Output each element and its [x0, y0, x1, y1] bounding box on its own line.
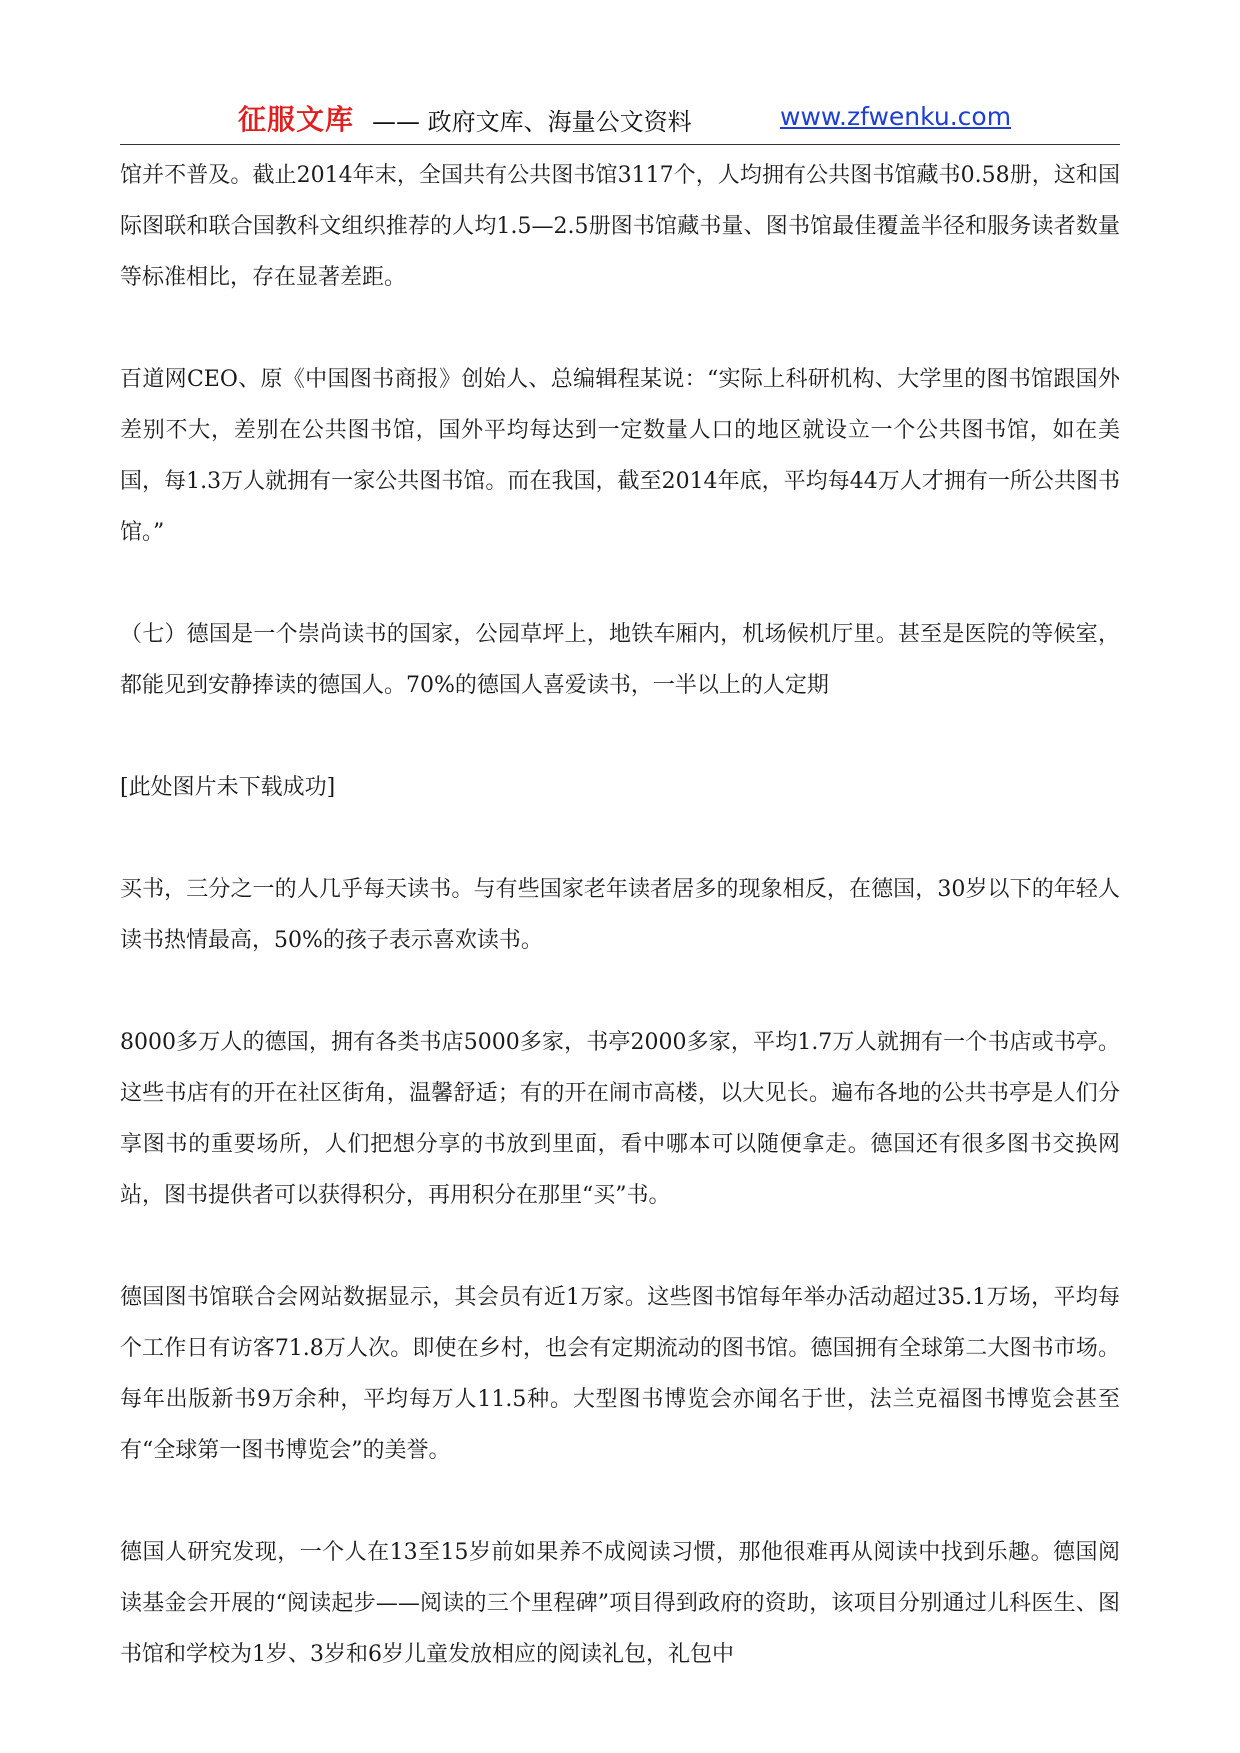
- image-placeholder-text: [此处图片未下载成功]: [120, 775, 336, 800]
- document-body: [120, 150, 1120, 1680]
- paragraph: 买书，三分之一的人几乎每天读书。与有些国家老年读者居多的现象相反，在德国，30岁以下的年轻人读书热情最高，50%的孩子表示喜欢读书。: [120, 877, 1120, 953]
- paragraph: 馆并不普及。截止2014年末，全国共有公共图书馆3117个，人均拥有公共图书馆藏书0.58册，这和国际图联和联合国教科文组织推荐的人均1.5—2.5册图书馆藏书量、图书馆最佳覆盖半径和服务读者数量等标准相比，存在显著差距。: [120, 163, 1120, 290]
- page-header: [120, 92, 1120, 145]
- paragraph: 8000多万人的德国，拥有各类书店5000多家，书亭2000多家，平均1.7万人就拥有一个书店或书亭。这些书店有的开在社区街角，温馨舒适；有的开在闹市高楼，以大见长。遍布各地的公共书亭是人们分享图书的重要场所，人们把想分享的书放到里面，看中哪本可以随便拿走。德国还有很多图书交换网站，图书提供者可以获得积分，再用积分在那里“买”书。: [120, 1030, 1120, 1208]
- brand-logo: 征服文库: [238, 103, 355, 136]
- paragraph: 百道网CEO、原《中国图书商报》创始人、总编辑程某说：“实际上科研机构、大学里的图书馆跟国外差别不大，差别在公共图书馆，国外平均每达到一定数量人口的地区就设立一个公共图书馆，如在美国，每1.3万人就拥有一家公共图书馆。而在我国，截至2014年底，平均每44万人才拥有一所公共图书馆。”: [120, 367, 1120, 545]
- paragraph: 德国图书馆联合会网站数据显示，其会员有近1万家。这些图书馆每年举办活动超过35.1万场，平均每个工作日有访客71.8万人次。即使在乡村，也会有定期流动的图书馆。德国拥有全球第二大图书市场。每年出版新书9万余种，平均每万人11.5种。大型图书博览会亦闻名于世，法兰克福图书博览会甚至有“全球第一图书博览会”的美誉。: [120, 1285, 1120, 1463]
- paragraph: 德国人研究发现，一个人在13至15岁前如果养不成阅读习惯，那他很难再从阅读中找到乐趣。德国阅读基金会开展的“阅读起步——阅读的三个里程碑”项目得到政府的资助，该项目分别通过儿科医生、图书馆和学校为1岁、3岁和6岁儿童发放相应的阅读礼包，礼包中: [120, 1540, 1120, 1667]
- header-tagline: —— 政府文库、海量公文资料: [372, 108, 692, 136]
- site-url-link[interactable]: www.zfwenku.com: [780, 102, 1012, 131]
- paragraph: （七）德国是一个崇尚读书的国家，公园草坪上，地铁车厢内，机场候机厅里。甚至是医院的等候室，都能见到安静捧读的德国人。70%的德国人喜爱读书，一半以上的人定期: [120, 622, 1120, 698]
